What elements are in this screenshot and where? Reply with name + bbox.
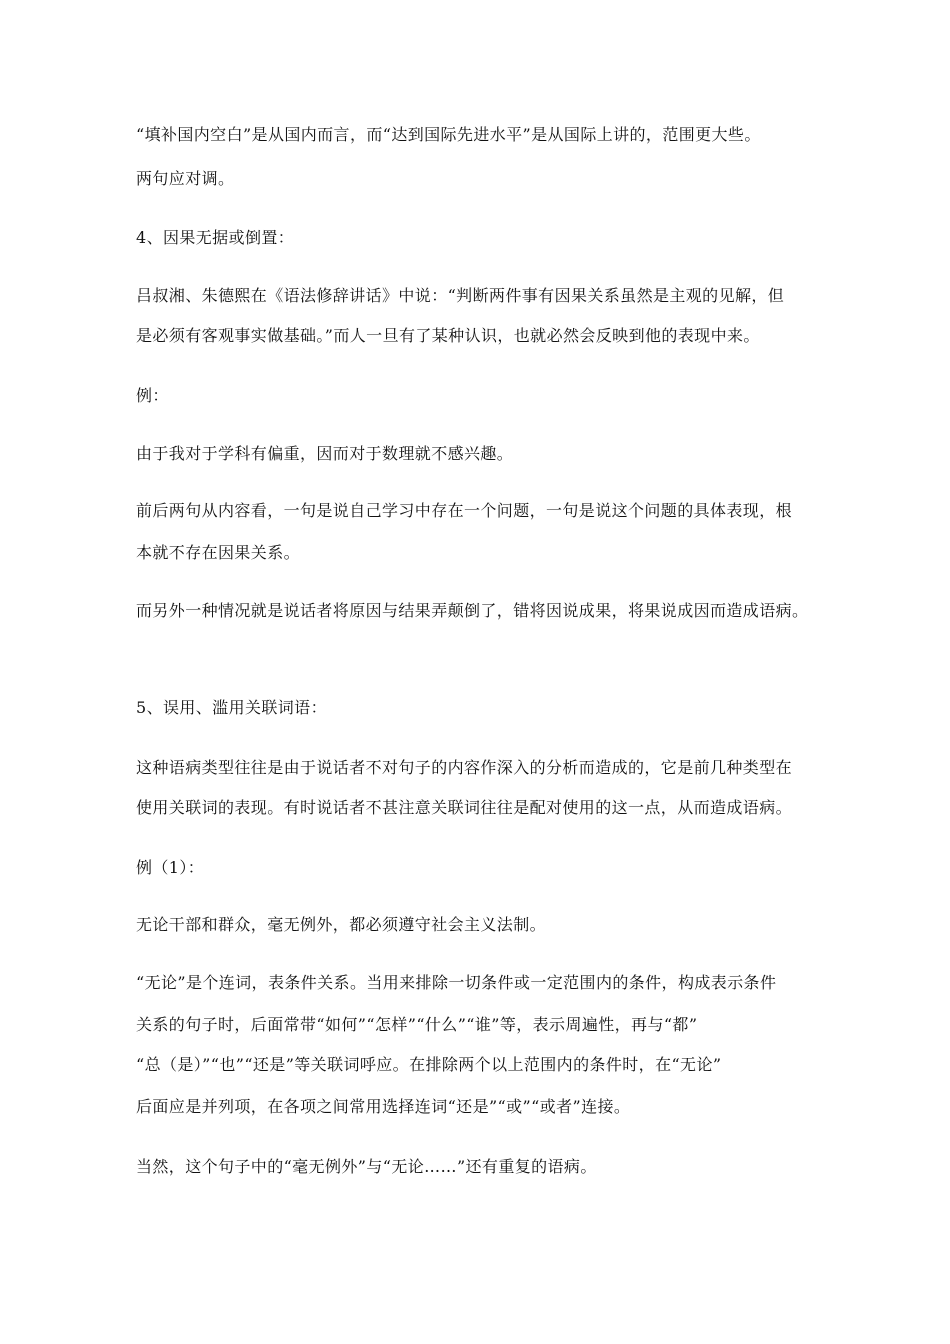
paragraph-line: 本就不存在因果关系。 xyxy=(136,543,301,562)
paragraph-line: 当然，这个句子中的“毫无例外”与“无论……”还有重复的语病。 xyxy=(136,1157,597,1176)
paragraph-line: 关系的句子时，后面常带“如何”“怎样”“什么”“谁”等，表示周遍性，再与“都” xyxy=(136,1015,698,1034)
paragraph-line: 使用关联词的表现。有时说话者不甚注意关联词往往是配对使用的这一点，从而造成语病。 xyxy=(136,798,793,817)
paragraph-line: 前后两句从内容看，一句是说自己学习中存在一个问题，一句是说这个问题的具体表现，根 xyxy=(136,501,793,520)
paragraph-line: 吕叔湘、朱德熙在《语法修辞讲话》中说：“判断两件事有因果关系虽然是主观的见解，但 xyxy=(136,286,785,305)
section-heading: 4、因果无据或倒置： xyxy=(136,228,295,247)
example-sentence: 由于我对于学科有偏重，因而对于数理就不感兴趣。 xyxy=(136,444,514,463)
paragraph-line: 而另外一种情况就是说话者将原因与结果弄颠倒了，错将因说成果，将果说成因而造成语病。 xyxy=(136,601,809,620)
example-sentence: 无论干部和群众，毫无例外，都必须遵守社会主义法制。 xyxy=(136,915,547,934)
paragraph-line: “无论”是个连词，表条件关系。当用来排除一切条件或一定范围内的条件，构成表示条件 xyxy=(136,973,777,992)
paragraph-line: 是必须有客观事实做基础。”而人一旦有了某种认识，也就必然会反映到他的表现中来。 xyxy=(136,326,760,345)
paragraph-line: “填补国内空白”是从国内而言，而“达到国际先进水平”是从国际上讲的，范围更大些。 xyxy=(136,125,761,144)
paragraph-line: “总（是）”“也”“还是”等关联词呼应。在排除两个以上范围内的条件时，在“无论” xyxy=(136,1055,722,1074)
paragraph-line: 后面应是并列项，在各项之间常用选择连词“还是”“或”“或者”连接。 xyxy=(136,1097,631,1116)
paragraph-line: 两句应对调。 xyxy=(136,169,235,188)
paragraph-line: 这种语病类型往往是由于说话者不对句子的内容作深入的分析而造成的，它是前几种类型在 xyxy=(136,758,793,777)
section-heading: 5、误用、滥用关联词语： xyxy=(136,698,327,717)
example-label: 例（1）： xyxy=(136,858,205,877)
example-label: 例： xyxy=(136,386,169,405)
